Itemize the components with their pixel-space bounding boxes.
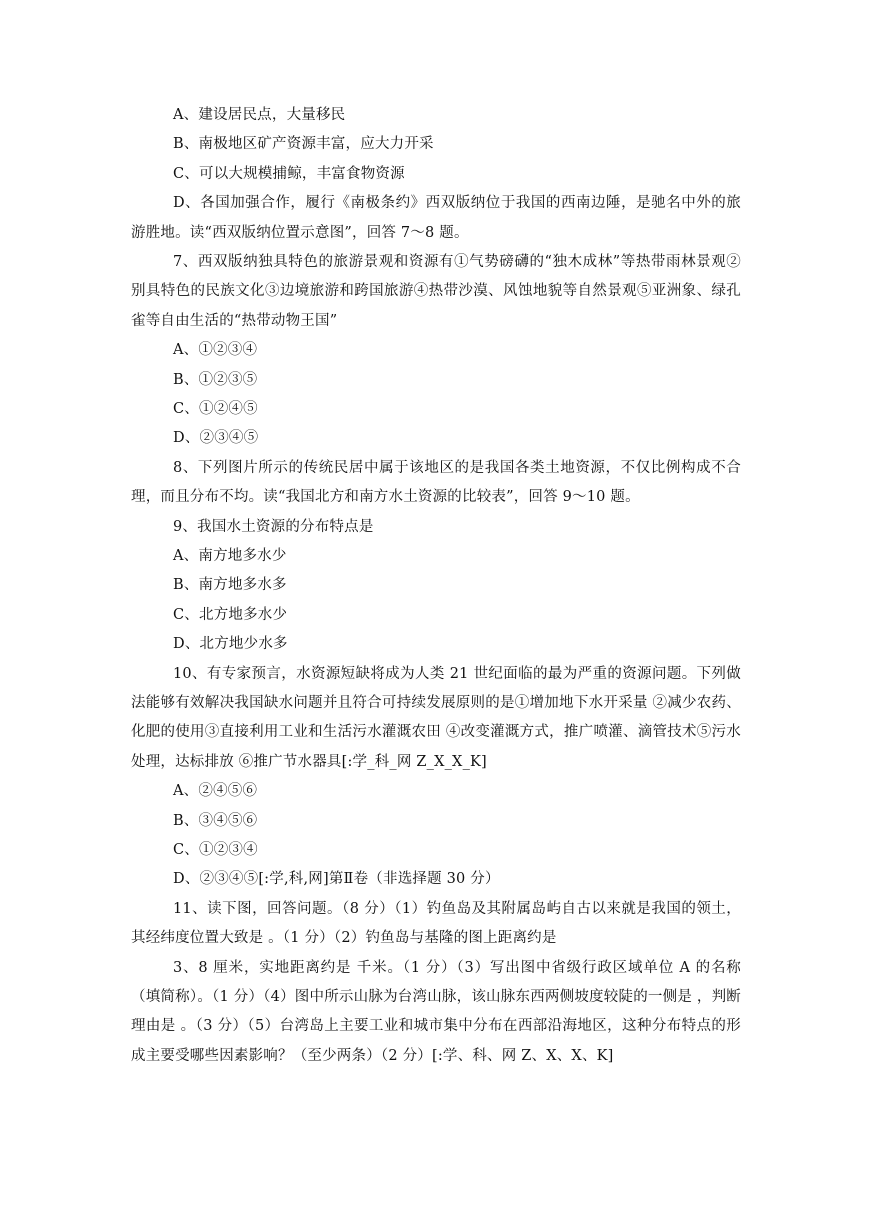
question-7: 7、西双版纳独具特色的旅游景观和资源有①气势磅礴的“独木成林”等热带雨林景观②别具特色的民族文化③边境旅游和跨国旅游④热带沙漠、风蚀地貌等自然景观⑤亚洲象、绿孔雀等自由生活的“热带动物王国” [131,253,741,329]
option-c-q7: C、①②④⑤ [173,400,258,417]
option-c-q10: C、①②③④ [173,841,258,858]
option-d-q10-and-section-heading: D、②③④⑤[:学,科,网]第Ⅱ卷（非选择题 30 分） [173,871,500,888]
question-9: 9、我国水土资源的分布特点是 [173,518,374,535]
document-body [131,101,741,1071]
option-a-q6: A、建设居民点，大量移民 [173,107,346,123]
option-d-q7: D、②③④⑤ [173,430,259,447]
option-a-q7: A、①②③④ [173,342,258,359]
option-b-q7: B、①②③⑤ [173,371,258,388]
option-a-q10: A、②④⑤⑥ [173,783,258,800]
question-11: 11、读下图，回答问题。（8 分）（1）钓鱼岛及其附属岛屿自古以来就是我国的领土，其经纬度位置大致是 。（1 分）（2）钓鱼岛与基隆的图上距离约是 [131,900,741,947]
option-d-q6-and-passage: D、各国加强合作，履行《南极条约》西双版纳位于我国的西南边陲，是驰名中外的旅游胜地。读“西双版纳位置示意图”，回答 7～8 题。 [131,195,741,241]
option-b-q6: B、南极地区矿产资源丰富，应大力开采 [173,136,434,153]
option-c-q9: C、北方地多水少 [173,606,288,623]
question-11-continued: 3、8 厘米，实地距离约是 千米。（1 分）（3）写出图中省级行政区域单位 A 的名称 （填简称）。（1 分）（4）图中所示山脉为台湾山脉，该山脉东西两侧坡度较陡的一侧是 ，判断理由是 。（3 分）（5）台湾岛上主要工业和城市集中分布在西部沿海地区，这种分布特点的形成主要受哪些因素影响？（至少两条）（2 分）[:学、科、网 Z、X、X、K] [131,959,741,1064]
option-b-q10: B、③④⑤⑥ [173,812,258,829]
option-b-q9: B、南方地多水多 [173,577,287,594]
option-a-q9: A、南方地多水少 [173,547,287,564]
question-10: 10、有专家预言，水资源短缺将成为人类 21 世纪面临的最为严重的资源问题。下列做法能够有效解决我国缺水问题并且符合可持续发展原则的是①增加地下水开采量 ②减少农药、化肥的使用③直接利用工业和生活污水灌溉农田 ④改变灌溉方式，推广喷灌、滴管技术⑤污水处理，达标排放 ⑥推广节水器具[:学_科_网 Z_X_X_K] [131,665,741,770]
question-8: 8、下列图片所示的传统民居中属于该地区的是我国各类土地资源，不仅比例构成不合理，而且分布不均。读“我国北方和南方水土资源的比较表”，回答 9～10 题。 [131,459,741,506]
option-d-q9: D、北方地少水多 [173,636,288,653]
option-c-q6: C、可以大规模捕鲸，丰富食物资源 [173,165,405,182]
